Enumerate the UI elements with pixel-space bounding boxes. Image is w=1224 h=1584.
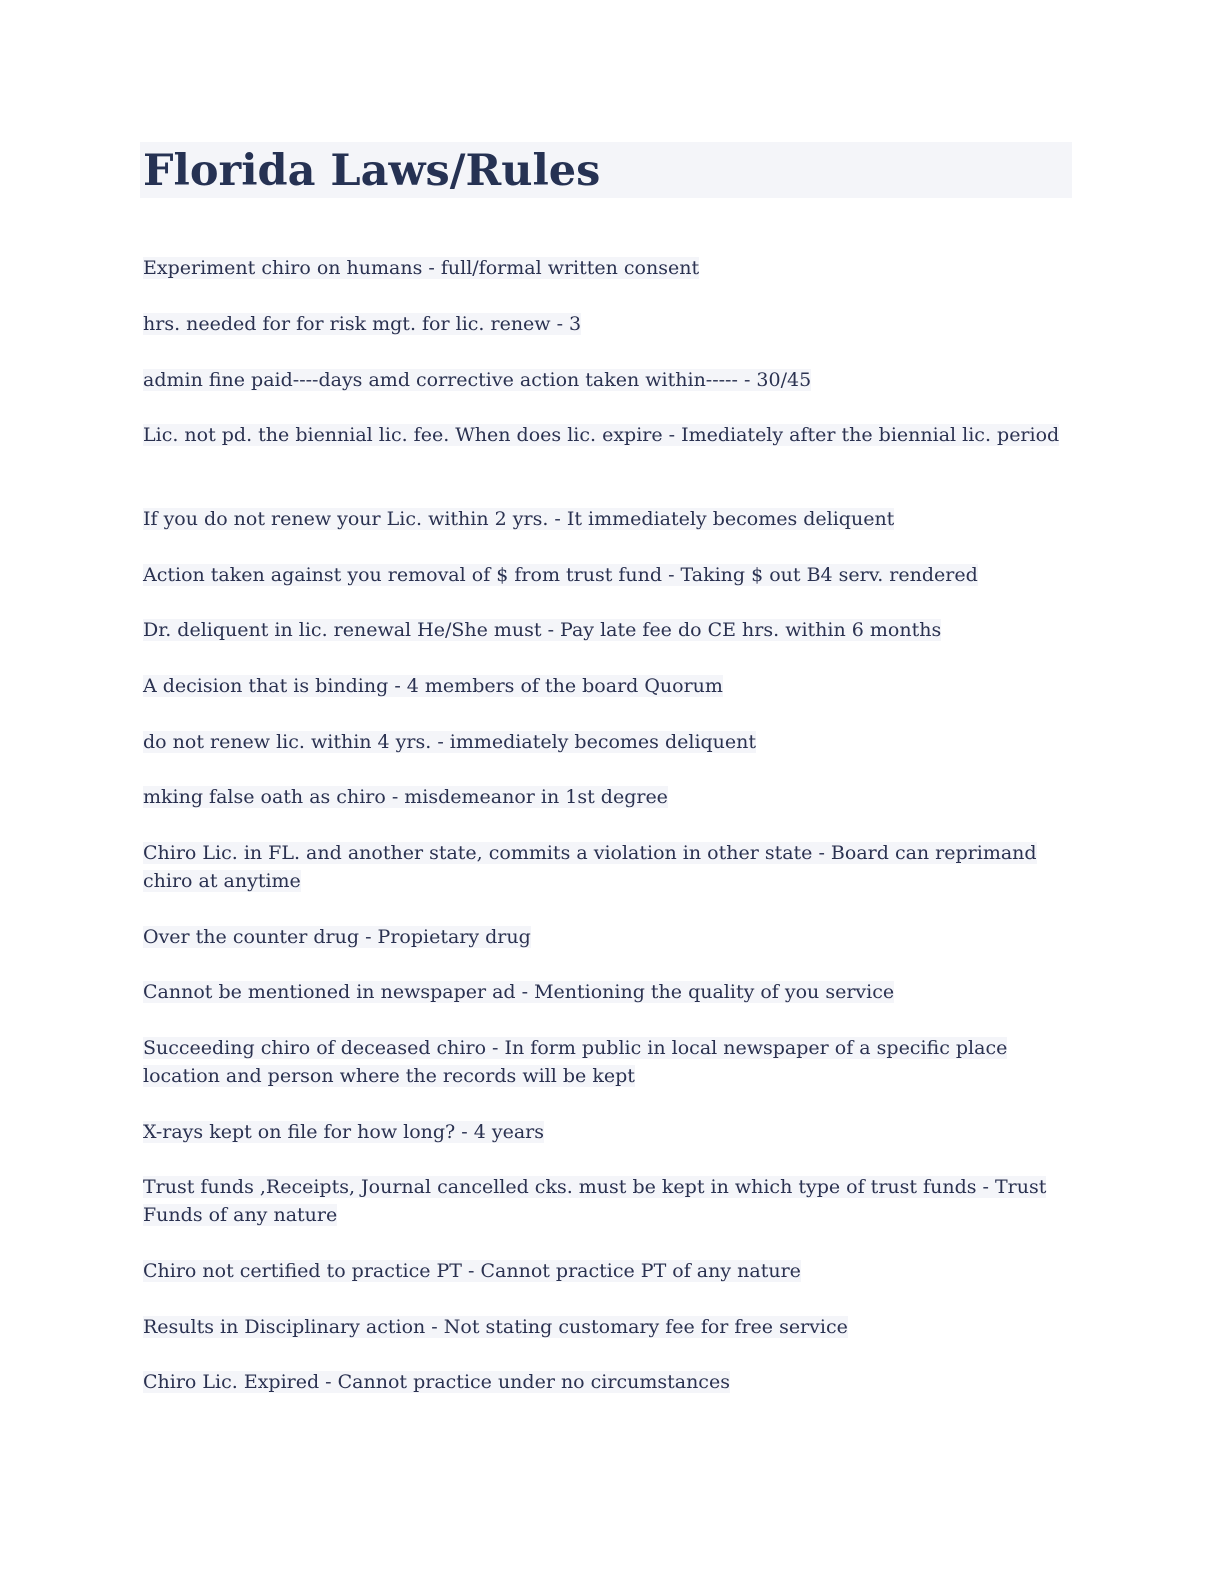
qa-item-text: admin fine paid----days amd corrective action taken within----- - 30/45 bbox=[143, 369, 812, 391]
qa-item-text: Cannot be mentioned in newspaper ad - Mentioning the quality of you service bbox=[143, 981, 895, 1003]
qa-item-text: If you do not renew your Lic. within 2 yrs. - It immediately becomes deliquent bbox=[143, 508, 895, 530]
qa-item bbox=[143, 366, 1073, 394]
qa-item-text: Trust funds ,Receipts, Journal cancelled cks. must be kept in which type of trust funds - Trust Funds of any nature bbox=[143, 1176, 1047, 1226]
qa-item-text: X-rays kept on file for how long? - 4 years bbox=[143, 1121, 544, 1143]
qa-item-text: Action taken against you removal of $ from trust fund - Taking $ out B4 serv. rendered bbox=[143, 564, 978, 586]
qa-item-text: do not renew lic. within 4 yrs. - immediately becomes deliquent bbox=[143, 731, 757, 753]
qa-item-text: Experiment chiro on humans - full/formal written consent bbox=[143, 257, 700, 279]
qa-item bbox=[143, 1118, 1073, 1146]
qa-item bbox=[143, 1034, 1073, 1090]
qa-item-text: Over the counter drug - Propietary drug bbox=[143, 926, 531, 948]
qa-item bbox=[143, 505, 1073, 533]
qa-item-text: Chiro Lic. Expired - Cannot practice under no circumstances bbox=[143, 1371, 730, 1393]
qa-item bbox=[143, 616, 1073, 644]
qa-item-text: Dr. deliquent in lic. renewal He/She must - Pay late fee do CE hrs. within 6 months bbox=[143, 619, 942, 641]
qa-item bbox=[143, 978, 1073, 1006]
qa-item bbox=[143, 923, 1073, 951]
qa-item bbox=[143, 561, 1073, 589]
qa-item bbox=[143, 1173, 1073, 1229]
qa-item-text: A decision that is binding - 4 members of the board Quorum bbox=[143, 675, 723, 697]
qa-item bbox=[143, 1313, 1073, 1341]
qa-item-text: hrs. needed for for risk mgt. for lic. renew - 3 bbox=[143, 313, 582, 335]
qa-item-text: mking false oath as chiro - misdemeanor in 1st degree bbox=[143, 786, 668, 808]
qa-item-text: Succeeding chiro of deceased chiro - In form public in local newspaper of a specific place location and person where the records will be kept bbox=[143, 1037, 1008, 1087]
qa-item bbox=[143, 783, 1073, 811]
qa-item bbox=[143, 1257, 1073, 1285]
qa-item-text: Chiro not certified to practice PT - Cannot practice PT of any nature bbox=[143, 1260, 801, 1282]
qa-item bbox=[143, 728, 1073, 756]
qa-item bbox=[143, 421, 1073, 449]
qa-item-text: Lic. not pd. the biennial lic. fee. When does lic. expire - Imediately after the biennial lic. period bbox=[143, 424, 1060, 446]
qa-item-text: Results in Disciplinary action - Not stating customary fee for free service bbox=[143, 1316, 848, 1338]
qa-item bbox=[143, 672, 1073, 700]
page-title: Florida Laws/Rules bbox=[143, 146, 601, 196]
qa-item-text: Chiro Lic. in FL. and another state, commits a violation in other state - Board can reprimand chiro at anytime bbox=[143, 842, 1037, 892]
qa-item bbox=[143, 1368, 1073, 1396]
qa-item bbox=[143, 839, 1073, 895]
qa-item bbox=[143, 254, 1073, 282]
qa-item bbox=[143, 310, 1073, 338]
